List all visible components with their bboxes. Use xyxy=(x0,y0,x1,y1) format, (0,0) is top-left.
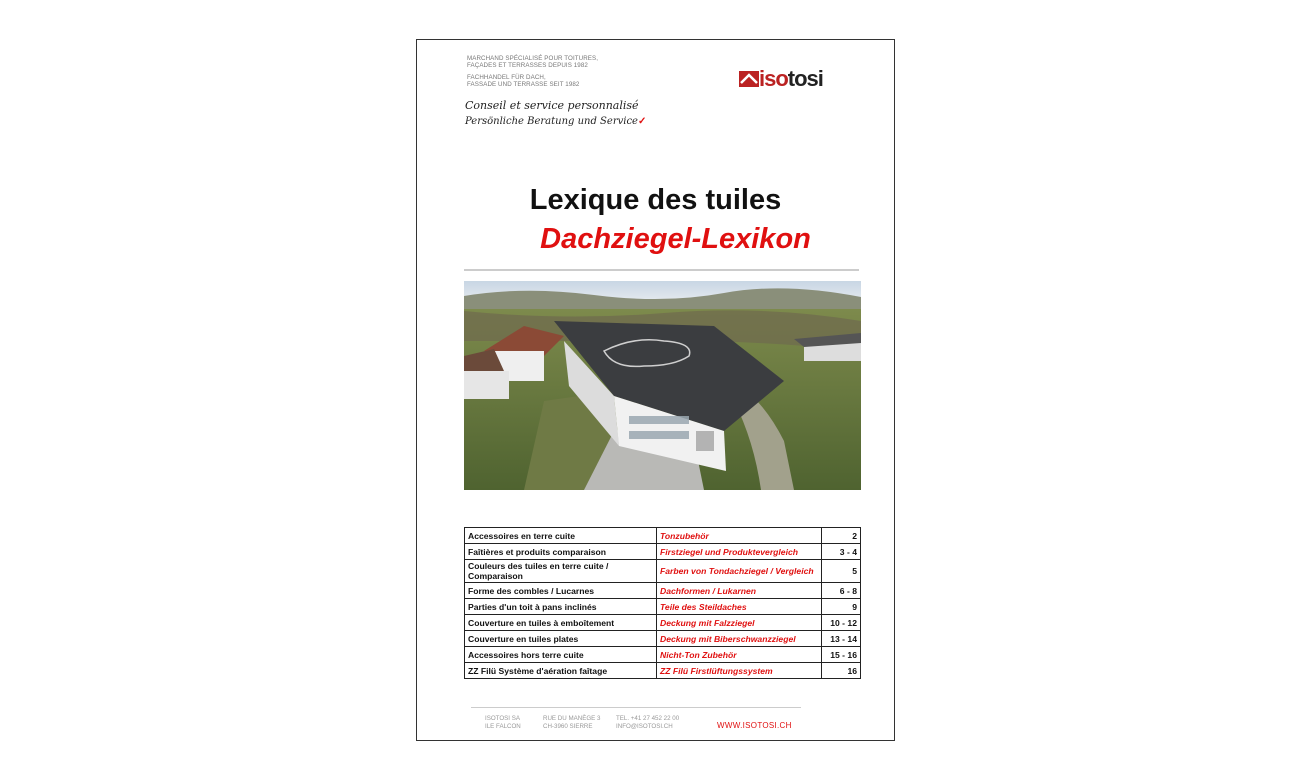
isotosi-logo xyxy=(739,68,823,90)
index-row xyxy=(465,560,861,583)
footer-address-line1: RUE DU MANÈGE 3 xyxy=(543,715,601,722)
index-page: 3 - 4 xyxy=(822,544,861,560)
index-page: 6 - 8 xyxy=(822,583,861,599)
index-table xyxy=(464,527,861,679)
index-topic-de: Nicht-Ton Zubehör xyxy=(657,647,822,663)
title-divider xyxy=(464,269,859,271)
index-page: 16 xyxy=(822,663,861,679)
index-topic-fr: Couverture en tuiles à emboîtement xyxy=(465,615,657,631)
index-topic-fr: Forme des combles / Lucarnes xyxy=(465,583,657,599)
index-row xyxy=(465,615,861,631)
logo-text-tosi: tosi xyxy=(787,66,823,91)
index-row xyxy=(465,599,861,615)
title-fr: Lexique des tuiles xyxy=(529,184,782,216)
index-topic-de: ZZ Filü Firstlüftungssystem xyxy=(657,663,822,679)
index-page: 13 - 14 xyxy=(822,631,861,647)
tagline-fr-line1: MARCHAND SPÉCIALISÉ POUR TOITURES, xyxy=(467,55,599,62)
tagline-de xyxy=(467,74,579,88)
index-page: 10 - 12 xyxy=(822,615,861,631)
footer-company-line1: ISOTOSI SA xyxy=(485,715,520,722)
index-page: 9 xyxy=(822,599,861,615)
index-topic-de: Deckung mit Falzziegel xyxy=(657,615,822,631)
index-topic-de: Firstziegel und Produktevergleich xyxy=(657,544,822,560)
index-row xyxy=(465,544,861,560)
index-row xyxy=(465,647,861,663)
index-page: 15 - 16 xyxy=(822,647,861,663)
logo-text-iso: iso xyxy=(759,66,788,91)
index-row xyxy=(465,663,861,679)
tagline-fr-line2: FAÇADES ET TERRASSES DEPUIS 1982 xyxy=(467,62,588,69)
index-topic-de: Teile des Steildaches xyxy=(657,599,822,615)
index-page: 2 xyxy=(822,528,861,544)
footer-phone: TEL. +41 27 452 22 00 xyxy=(616,715,680,722)
roof-logo-icon xyxy=(739,71,759,87)
footer-company xyxy=(485,715,521,731)
index-topic-fr: ZZ Filü Système d'aération faîtage xyxy=(465,663,657,679)
footer-contact xyxy=(616,715,679,731)
aerial-building-image xyxy=(464,281,861,490)
index-topic-de: Farben von Tondachziegel / Vergleich xyxy=(657,560,822,583)
checkmark-icon: ✓ xyxy=(637,116,647,127)
index-page: 5 xyxy=(822,560,861,583)
index-topic-de: Deckung mit Biberschwanzziegel xyxy=(657,631,822,647)
index-topic-fr: Couleurs des tuiles en terre cuite / Comparaison xyxy=(465,560,657,583)
document-page xyxy=(416,39,895,741)
tagline-de-line2: FASSADE UND TERRASSE SEIT 1982 xyxy=(467,81,580,88)
footer-address-line2: CH-3960 SIERRE xyxy=(543,723,593,730)
script-slogan-de-text: Persönliche Beratung und Service xyxy=(465,116,638,127)
index-topic-fr: Couverture en tuiles plates xyxy=(465,631,657,647)
index-topic-fr: Accessoires en terre cuite xyxy=(465,528,657,544)
tagline-de-line1: FACHHANDEL FÜR DACH, xyxy=(467,74,546,81)
building-photo xyxy=(464,281,861,490)
footer-email: INFO@ISOTOSI.CH xyxy=(616,723,673,730)
footer-website-link[interactable]: WWW.ISOTOSI.CH xyxy=(717,721,792,730)
script-slogan-fr: Conseil et service personnalisé xyxy=(465,99,639,112)
tagline-fr xyxy=(467,55,598,69)
footer-address xyxy=(543,715,600,731)
index-topic-fr: Faîtières et produits comparaison xyxy=(465,544,657,560)
footer-divider xyxy=(471,707,801,708)
title-de: Dachziegel-Lexikon xyxy=(540,223,811,255)
index-row xyxy=(465,583,861,599)
index-row xyxy=(465,528,861,544)
script-slogan-de xyxy=(465,116,646,127)
index-topic-fr: Accessoires hors terre cuite xyxy=(465,647,657,663)
index-topic-de: Dachformen / Lukarnen xyxy=(657,583,822,599)
index-topic-de: Tonzubehör xyxy=(657,528,822,544)
footer-company-line2: ILE FALCON xyxy=(485,723,521,730)
index-row xyxy=(465,631,861,647)
index-topic-fr: Parties d'un toit à pans inclinés xyxy=(465,599,657,615)
